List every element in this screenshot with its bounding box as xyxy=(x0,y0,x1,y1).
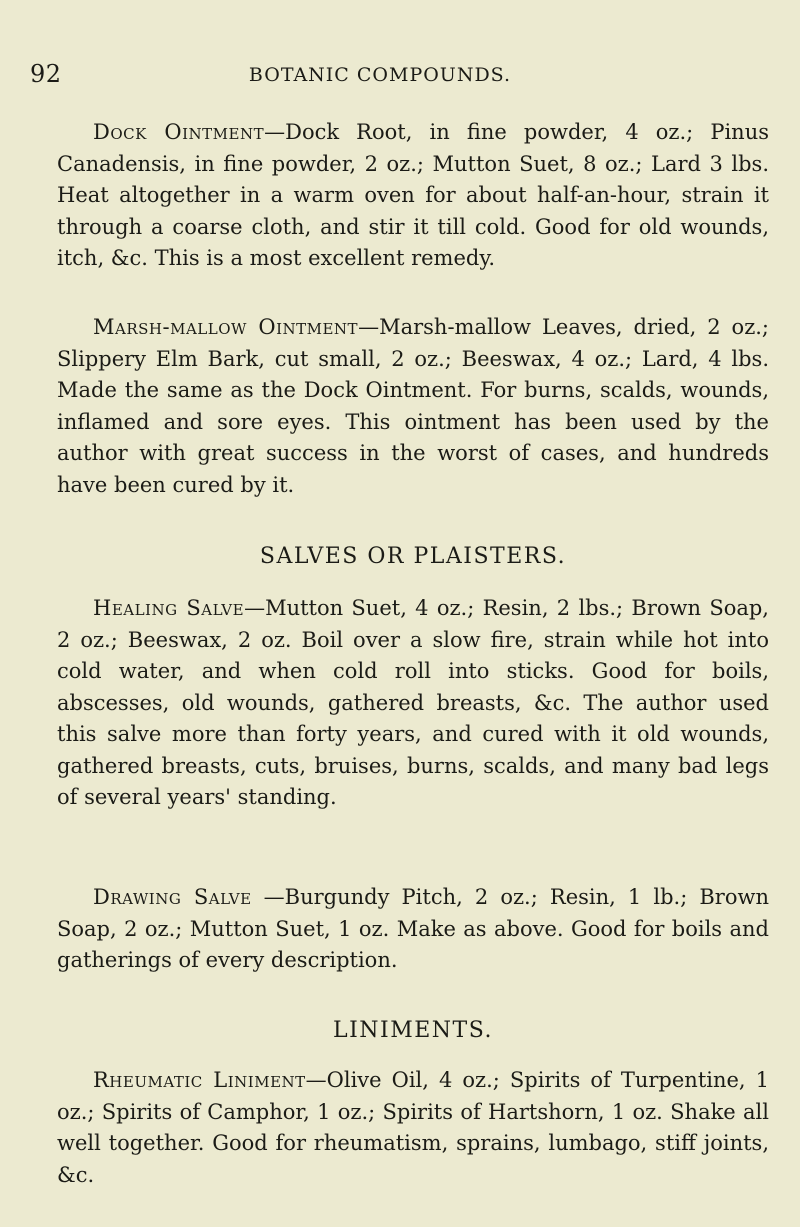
recipe-marsh-mallow-ointment xyxy=(57,312,769,501)
recipe-healing-salve xyxy=(57,593,769,814)
recipe-dock-ointment xyxy=(57,117,769,275)
section-heading-liniments: LINIMENTS. xyxy=(332,1018,494,1043)
recipe-title: Drawing Salve xyxy=(93,885,252,909)
recipe-title: Marsh-mallow Ointment xyxy=(93,315,359,339)
recipe-text: —Burgundy Pitch, 2 oz.; Resin, 1 lb.; Brown Soap, 2 oz.; Mutton Suet, 1 oz. Make as above. Good for boils and gatherings of every description. xyxy=(57,885,769,972)
recipe-text: —Olive Oil, 4 oz.; Spirits of Turpentine, 1 oz.; Spirits of Camphor, 1 oz.; Spirits of Hartshorn, 1 oz. Shake all well together. Good for rheumatism, sprains, lumbago, stiff joints, &c. xyxy=(57,1068,769,1187)
running-title: BOTANIC COMPOUNDS. xyxy=(248,64,512,86)
recipe-title: Dock Ointment xyxy=(93,120,265,144)
section-heading-salves: SALVES OR PLAISTERS. xyxy=(259,544,567,569)
recipe-title: Rheumatic Liniment xyxy=(93,1068,306,1092)
recipe-text: —Marsh-mallow Leaves, dried, 2 oz.; Slippery Elm Bark, cut small, 2 oz.; Beeswax, 4 oz.; Lard, 4 lbs. Made the same as the Dock Ointment. For burns, scalds, wounds, inflamed and sore eyes. This ointment has been used by the author with great success in the worst of cases, and hundreds have been cured by it. xyxy=(57,315,770,497)
page-number: 92 xyxy=(30,60,62,88)
recipe-rheumatic-liniment xyxy=(57,1065,769,1191)
recipe-drawing-salve xyxy=(57,882,769,977)
recipe-text: —Dock Root, in fine powder, 4 oz.; Pinus Canadensis, in fine powder, 2 oz.; Mutton Suet, 8 oz.; Lard 3 lbs. Heat altogether in a warm oven for about half-an-hour, strain it through a coarse cloth, and stir it till cold. Good for old wounds, itch, &c. This is a most excellent remedy. xyxy=(57,120,769,270)
recipe-text: —Mutton Suet, 4 oz.; Resin, 2 lbs.; Brown Soap, 2 oz.; Beeswax, 2 oz. Boil over a slow fire, strain while hot into cold water, and when cold roll into sticks. Good for boils, abscesses, old wounds, gathered breasts, &c. The author used this salve more than forty years, and cured with it old wounds, gathered breasts, cuts, bruises, burns, scalds, and many bad legs of several years' standing. xyxy=(57,596,769,809)
recipe-title: Healing Salve xyxy=(93,596,245,620)
page-header xyxy=(30,60,770,94)
